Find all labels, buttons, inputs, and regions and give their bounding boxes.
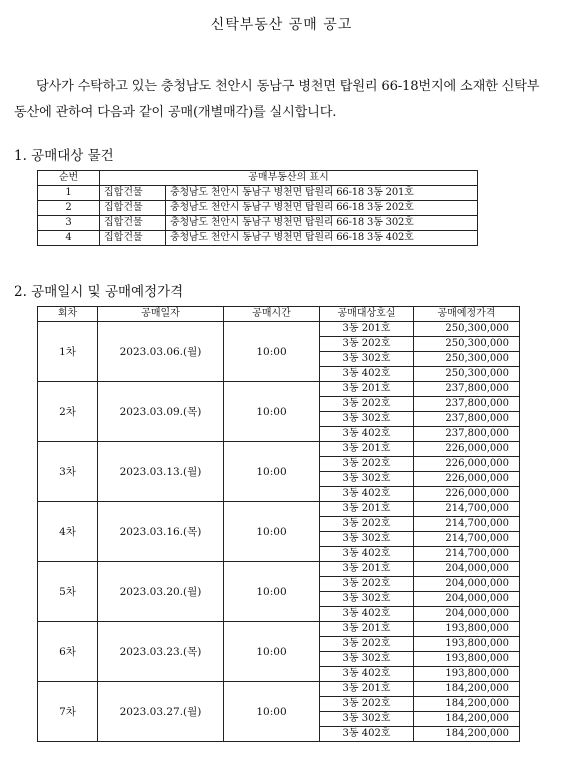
price-cell: 193,800,000	[414, 622, 520, 637]
price-cell: 237,800,000	[414, 412, 520, 427]
schedule-table	[37, 306, 520, 742]
unit-cell: 3동 302호	[320, 712, 414, 727]
date-cell: 2023.03.13.(월)	[98, 442, 224, 502]
table-row	[38, 442, 520, 457]
price-cell: 237,800,000	[414, 397, 520, 412]
date-cell: 2023.03.09.(목)	[98, 382, 224, 442]
price-cell: 214,700,000	[414, 547, 520, 562]
price-cell: 237,800,000	[414, 382, 520, 397]
price-cell: 204,000,000	[414, 592, 520, 607]
price-cell: 226,000,000	[414, 487, 520, 502]
unit-cell: 3동 402호	[320, 727, 414, 742]
price-cell: 184,200,000	[414, 712, 520, 727]
row-number: 3	[38, 216, 100, 231]
round-cell: 5차	[38, 562, 98, 622]
unit-cell: 3동 402호	[320, 607, 414, 622]
price-cell: 214,700,000	[414, 532, 520, 547]
header-date: 공매일자	[98, 307, 224, 322]
table-row	[38, 186, 478, 201]
round-cell: 2차	[38, 382, 98, 442]
unit-cell: 3동 201호	[320, 502, 414, 517]
property-address: 충청남도 천안시 동남구 병천면 탑원리 66-18 3동 302호	[166, 216, 478, 231]
property-type: 집합건물	[100, 216, 166, 231]
date-cell: 2023.03.23.(목)	[98, 622, 224, 682]
date-cell: 2023.03.06.(월)	[98, 322, 224, 382]
unit-cell: 3동 202호	[320, 637, 414, 652]
intro-paragraph: 당사가 수탁하고 있는 충청남도 천안시 동남구 병천면 탑원리 66-18번지에 소재한 신탁부동산에 관하여 다음과 같이 공매(개별매각)를 실시합니다.	[14, 79, 540, 120]
time-cell: 10:00	[224, 622, 320, 682]
unit-cell: 3동 302호	[320, 352, 414, 367]
date-cell: 2023.03.16.(목)	[98, 502, 224, 562]
price-cell: 237,800,000	[414, 427, 520, 442]
price-cell: 226,000,000	[414, 442, 520, 457]
table-row	[38, 562, 520, 577]
unit-cell: 3동 302호	[320, 592, 414, 607]
table-row	[38, 322, 520, 337]
table-row	[38, 382, 520, 397]
property-type: 집합건물	[100, 201, 166, 216]
unit-cell: 3동 302호	[320, 472, 414, 487]
row-number: 1	[38, 186, 100, 201]
price-cell: 250,300,000	[414, 322, 520, 337]
unit-cell: 3동 302호	[320, 652, 414, 667]
price-cell: 184,200,000	[414, 697, 520, 712]
round-cell: 3차	[38, 442, 98, 502]
table-row	[38, 201, 478, 216]
price-cell: 193,800,000	[414, 667, 520, 682]
unit-cell: 3동 202호	[320, 337, 414, 352]
property-address: 충청남도 천안시 동남구 병천면 탑원리 66-18 3동 202호	[166, 201, 478, 216]
price-cell: 250,300,000	[414, 367, 520, 382]
page-title: 신탁부동산 공매 공고	[210, 17, 353, 33]
price-cell: 226,000,000	[414, 457, 520, 472]
time-cell: 10:00	[224, 502, 320, 562]
section2-heading: 2. 공매일시 및 공매예정가격	[14, 284, 184, 300]
price-cell: 193,800,000	[414, 652, 520, 667]
property-type: 집합건물	[100, 231, 166, 246]
header-no: 순번	[38, 171, 100, 186]
price-cell: 184,200,000	[414, 727, 520, 742]
unit-cell: 3동 202호	[320, 577, 414, 592]
price-cell: 250,300,000	[414, 337, 520, 352]
price-cell: 193,800,000	[414, 637, 520, 652]
price-cell: 204,000,000	[414, 562, 520, 577]
unit-cell: 3동 202호	[320, 397, 414, 412]
unit-cell: 3동 201호	[320, 682, 414, 697]
unit-cell: 3동 202호	[320, 517, 414, 532]
header-property: 공매부동산의 표시	[100, 171, 478, 186]
unit-cell: 3동 402호	[320, 427, 414, 442]
property-table-header	[38, 171, 478, 186]
unit-cell: 3동 201호	[320, 442, 414, 457]
date-cell: 2023.03.27.(월)	[98, 682, 224, 742]
price-cell: 184,200,000	[414, 682, 520, 697]
table-row	[38, 231, 478, 246]
round-cell: 7차	[38, 682, 98, 742]
unit-cell: 3동 402호	[320, 547, 414, 562]
time-cell: 10:00	[224, 322, 320, 382]
unit-cell: 3동 201호	[320, 382, 414, 397]
unit-cell: 3동 302호	[320, 412, 414, 427]
header-time: 공매시간	[224, 307, 320, 322]
row-number: 4	[38, 231, 100, 246]
property-table	[37, 170, 478, 246]
unit-cell: 3동 402호	[320, 367, 414, 382]
time-cell: 10:00	[224, 562, 320, 622]
unit-cell: 3동 202호	[320, 457, 414, 472]
time-cell: 10:00	[224, 382, 320, 442]
table-row	[38, 502, 520, 517]
property-address: 충청남도 천안시 동남구 병천면 탑원리 66-18 3동 402호	[166, 231, 478, 246]
price-cell: 226,000,000	[414, 472, 520, 487]
table-row	[38, 682, 520, 697]
price-cell: 204,000,000	[414, 577, 520, 592]
table-row	[38, 216, 478, 231]
price-cell: 214,700,000	[414, 517, 520, 532]
unit-cell: 3동 201호	[320, 562, 414, 577]
round-cell: 1차	[38, 322, 98, 382]
unit-cell: 3동 202호	[320, 697, 414, 712]
unit-cell: 3동 201호	[320, 322, 414, 337]
schedule-table-header	[38, 307, 520, 322]
price-cell: 250,300,000	[414, 352, 520, 367]
unit-cell: 3동 201호	[320, 622, 414, 637]
unit-cell: 3동 402호	[320, 667, 414, 682]
property-type: 집합건물	[100, 186, 166, 201]
time-cell: 10:00	[224, 682, 320, 742]
header-price: 공매예정가격	[414, 307, 520, 322]
date-cell: 2023.03.20.(월)	[98, 562, 224, 622]
round-cell: 6차	[38, 622, 98, 682]
row-number: 2	[38, 201, 100, 216]
unit-cell: 3동 302호	[320, 532, 414, 547]
price-cell: 204,000,000	[414, 607, 520, 622]
time-cell: 10:00	[224, 442, 320, 502]
header-round: 회차	[38, 307, 98, 322]
round-cell: 4차	[38, 502, 98, 562]
property-address: 충청남도 천안시 동남구 병천면 탑원리 66-18 3동 201호	[166, 186, 478, 201]
unit-cell: 3동 402호	[320, 487, 414, 502]
table-row	[38, 622, 520, 637]
section1-heading: 1. 공매대상 물건	[14, 148, 114, 164]
header-unit: 공매대상호실	[320, 307, 414, 322]
price-cell: 214,700,000	[414, 502, 520, 517]
